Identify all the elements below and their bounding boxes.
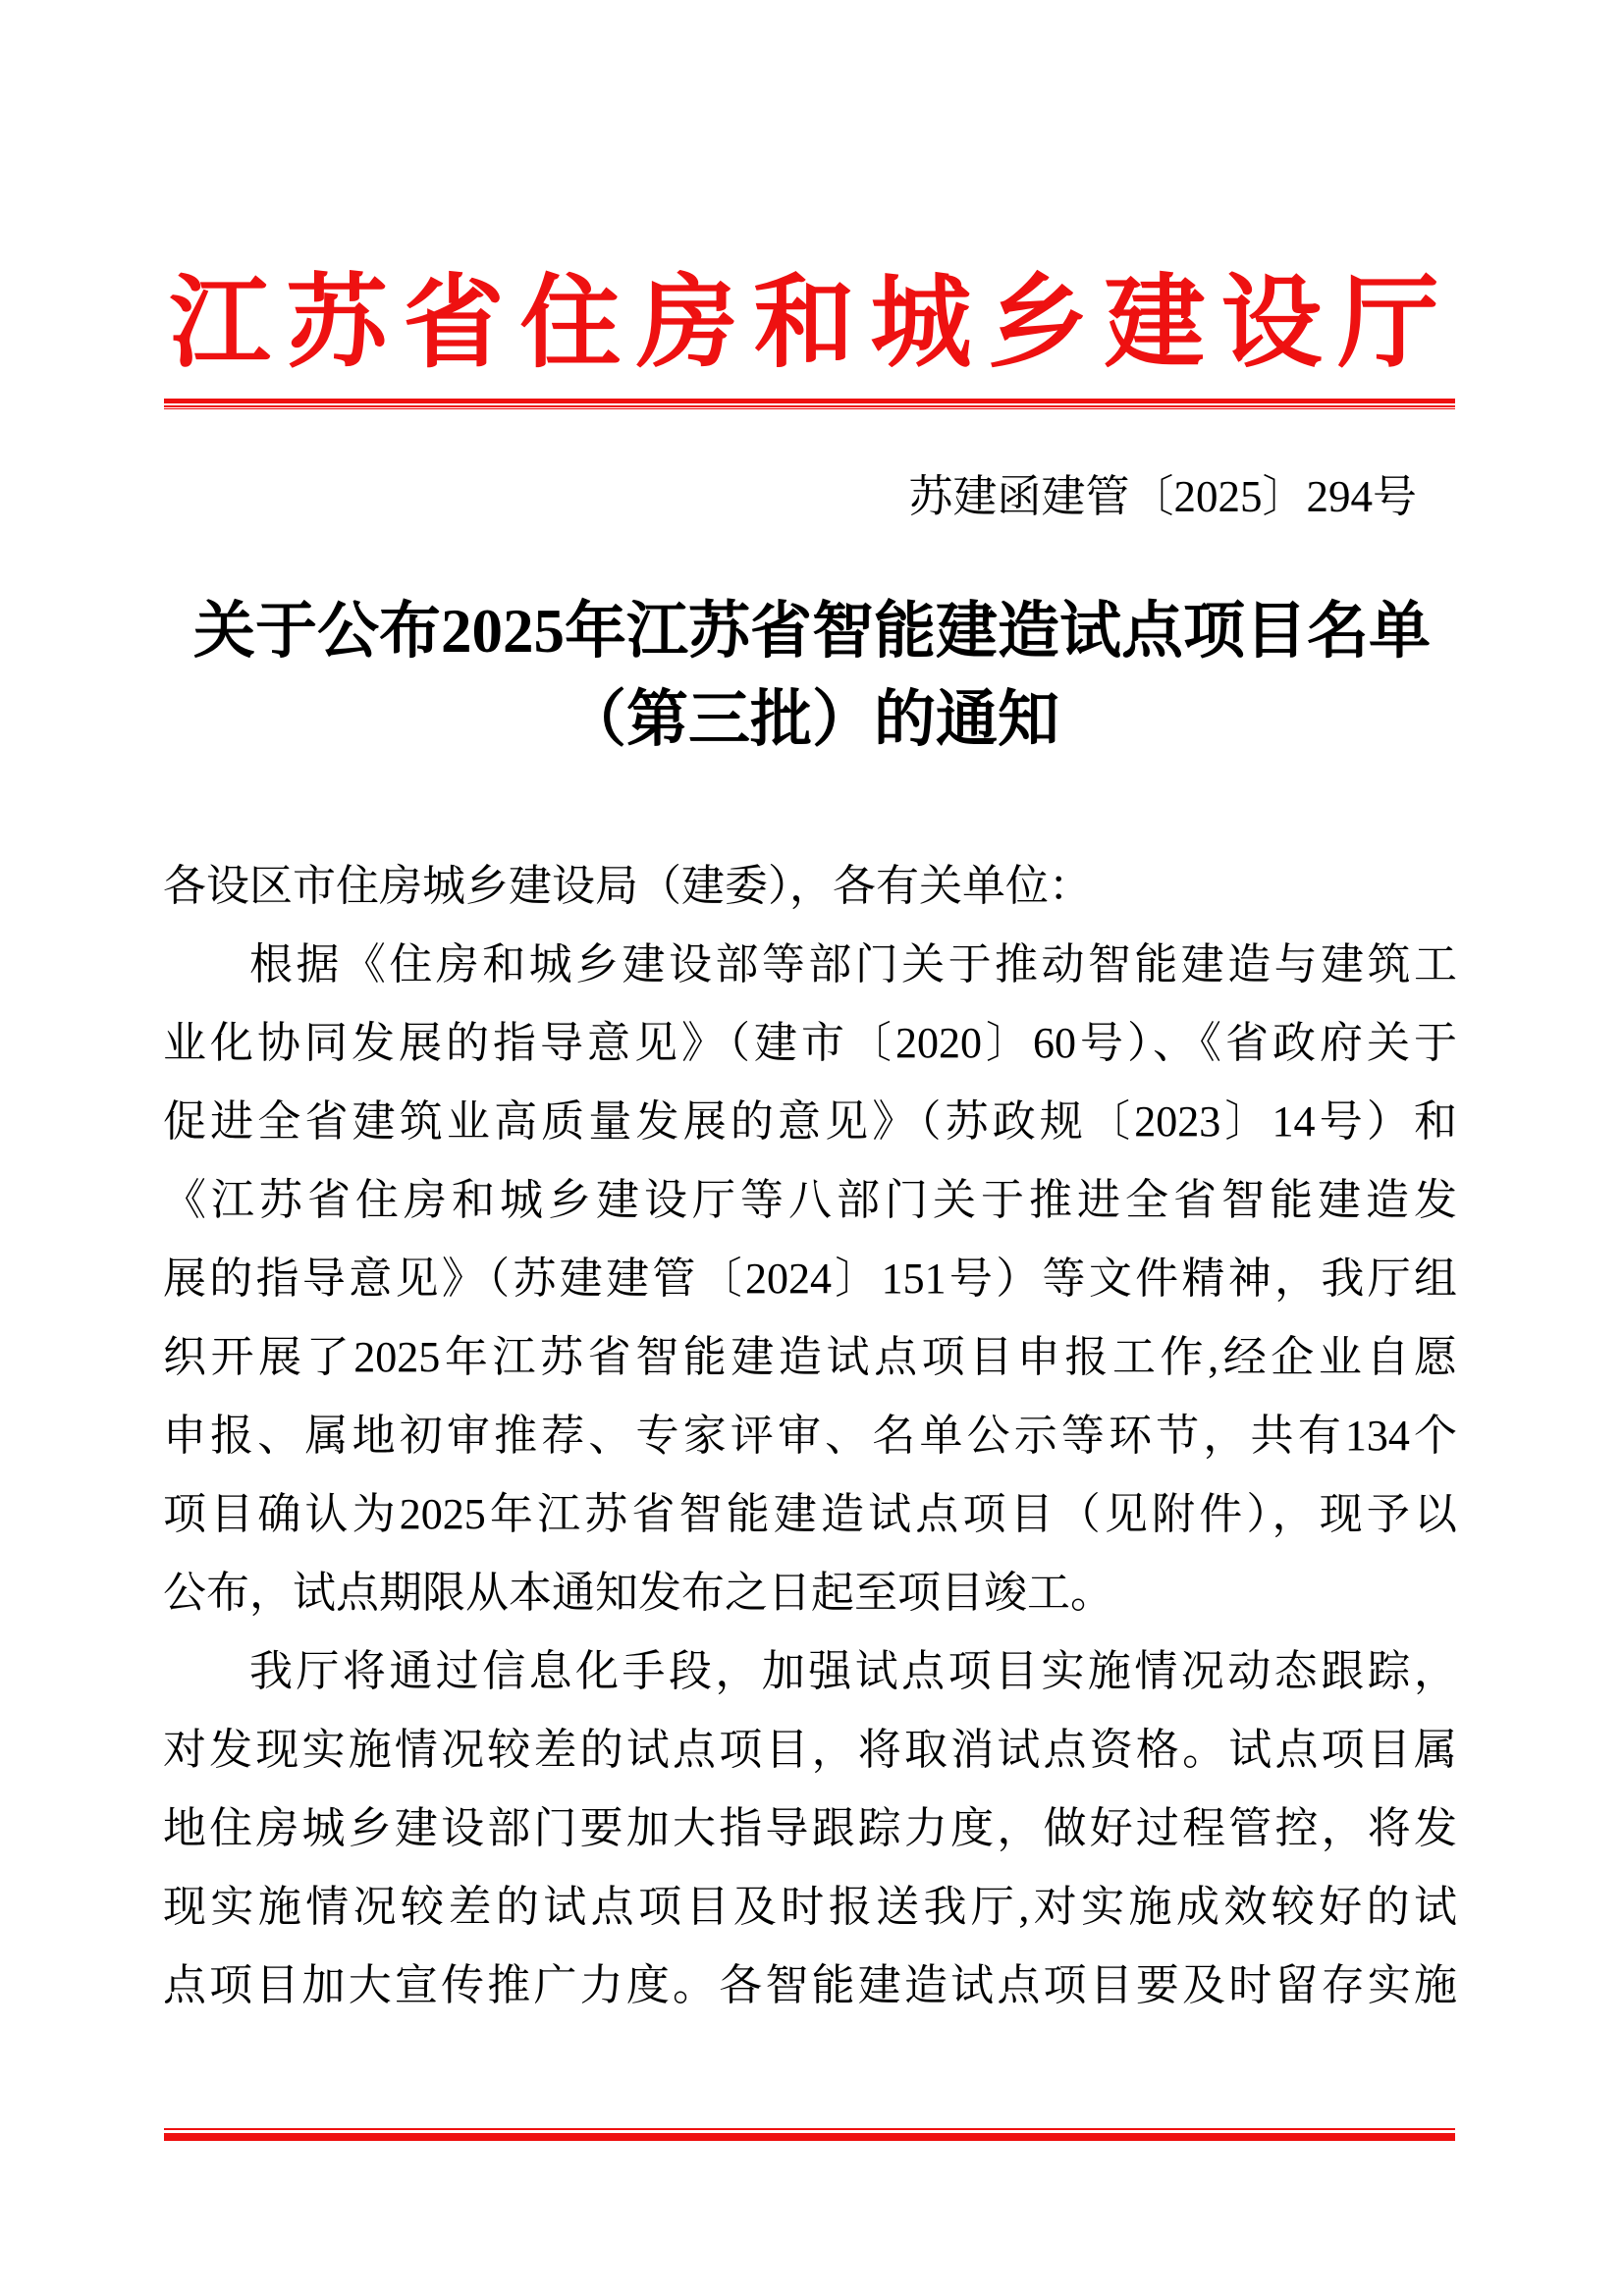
notice-body [163,847,1457,2025]
body-line: 公布，试点期限从本通知发布之日起至项目竣工。 [163,1569,1113,1617]
body-line: 根据《住房和城乡建设部等部门关于推动智能建造与建筑工 [249,940,1457,988]
agency-letterhead-title: 江苏省住房和城乡建设厅 [169,268,1455,380]
body-line: 我厅将通过信息化手段，加强试点项目实施情况动态跟踪， [249,1647,1457,1695]
body-line: 点项目加大宣传推广力度。各智能建造试点项目要及时留存实施 [163,1961,1457,2009]
divider-thin-bar [164,408,1455,409]
divider-thick-bar [164,2133,1455,2141]
body-line: 现实施情况较差的试点项目及时报送我厅,对实施成效较好的试 [163,1883,1457,1931]
footer-divider-line [164,2128,1455,2141]
body-line: 地住房城乡建设部门要加大指导跟踪力度，做好过程管控，将发 [163,1804,1457,1852]
notice-title [147,587,1477,764]
letterhead-divider-line [164,399,1455,409]
divider-mid-bar [164,405,1455,407]
divider-thick-bar [164,399,1455,403]
body-line: 对发现实施情况较差的试点项目，将取消试点资格。试点项目属 [163,1726,1457,1774]
body-line: 织开展了2025年江苏省智能建造试点项目申报工作,经企业自愿 [163,1333,1457,1381]
body-line: 促进全省建筑业高质量发展的意见》（苏政规〔2023〕14号）和 [163,1097,1457,1146]
body-line: 申报、属地初审推荐、专家评审、名单公示等环节，共有134个 [163,1412,1457,1460]
body-line: 项目确认为2025年江苏省智能建造试点项目（见附件），现予以 [163,1490,1457,1538]
body-line: 各设区市住房城乡建设局（建委），各有关单位： [163,862,1092,910]
notice-title-line2: （第三批）的通知 [565,685,1059,754]
body-line: 《江苏省住房和城乡建设厅等八部门关于推进全省智能建造发 [163,1176,1457,1224]
document-number: 苏建函建管〔2025〕294号 [908,472,1417,521]
body-line: 展的指导意见》（苏建建管〔2024〕151号）等文件精神，我厅组 [163,1255,1457,1303]
notice-title-line1: 关于公布2025年江苏省智能建造试点项目名单 [193,597,1431,666]
body-line: 业化协同发展的指导意见》（建市〔2020〕60号）、《省政府关于 [163,1019,1457,1067]
divider-thin-bar [164,2128,1455,2130]
